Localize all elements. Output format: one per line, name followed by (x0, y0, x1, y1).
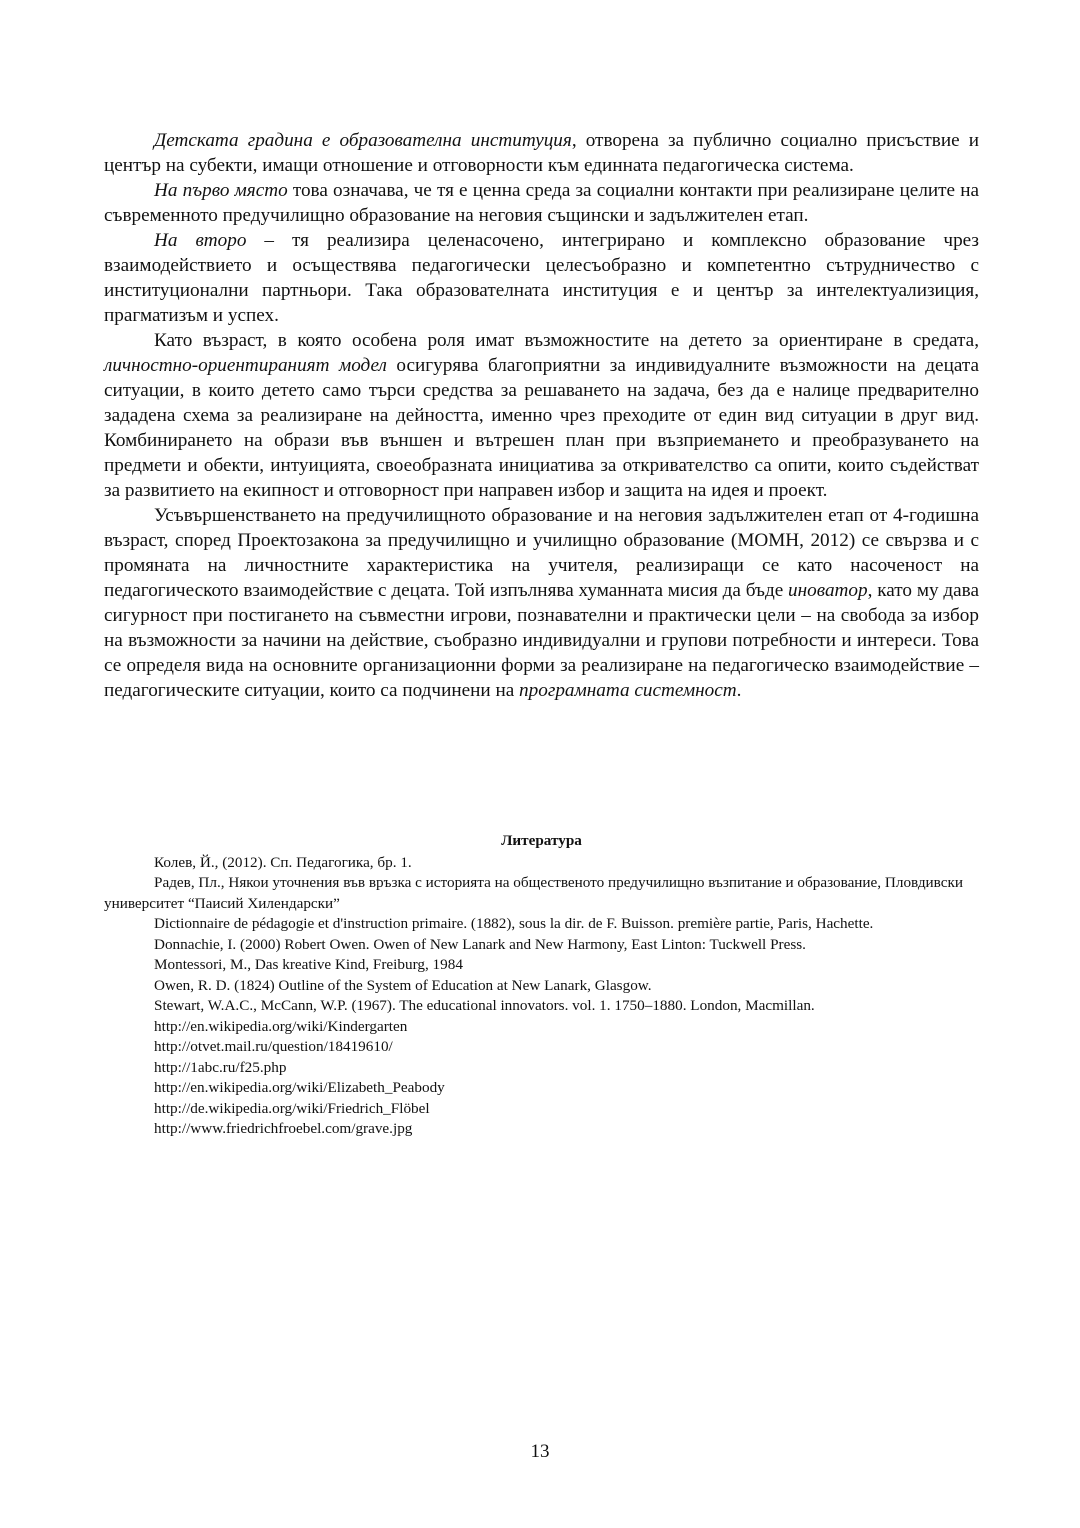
paragraph (104, 228, 979, 328)
reference-link: http://otvet.mail.ru/question/18419610/ (154, 1038, 393, 1055)
paragraph (104, 128, 979, 178)
paragraph-text: това означава, че тя е ценна среда за социални контакти при реализиране целите на съвременното предучилищно образование на неговия същински и задължителен етап. (104, 180, 979, 226)
reference-item: Колев, Й., (2012). Сп. Педагогика, бр. 1. (154, 853, 412, 871)
reference-link: http://1abc.ru/f25.php (154, 1058, 287, 1076)
italic-phrase: програмната системност (519, 680, 737, 701)
paragraph-text: осигурява благоприятни за индивидуалните възможности на децата ситуации, в които детето само търси средства за решаването на задача, без да е налице предварително зададена схема за реализиране на дейността, именно чрез преходите от един вид ситуации в друг вид. Комбинирането на образи във външен и вътрешен план при възприемането и преобразуването на предмети и обекти, интуицията, своеобразната инициатива за откривателство са опити, които съдействат за развитието на екипност и отговорност при направен избор и защита на идея и проект. (104, 355, 979, 501)
paragraph (104, 503, 979, 703)
reference-item: Donnachie, I. (2000) Robert Owen. Owen of New Lanark and New Harmony, East Linton: Tuckwell Press. (154, 935, 806, 953)
references-section (104, 831, 979, 1140)
references-list (104, 853, 979, 1140)
reference-item: Stewart, W.A.C., McCann, W.P. (1967). The educational innovators. vol. 1. 1750–1880. London, Macmillan. (154, 997, 815, 1014)
reference-item: Montessori, M., Das kreative Kind, Freiburg, 1984 (154, 956, 463, 973)
paragraph-text: , отворена за публично социално присъствие и център на субекти, имащи отношение и отговорности към единната педагогическа система. (104, 130, 979, 176)
reference-item: Dictionnaire de pédagogie et d'instruction primaire. (1882), sous la dir. de F. Buisson. première partie, Paris, Hachette. (154, 915, 874, 932)
reference-link: http://en.wikipedia.org/wiki/Elizabeth_Peabody (154, 1079, 445, 1096)
reference-link: http://de.wikipedia.org/wiki/Friedrich_Flöbel (154, 1099, 430, 1117)
reference-item: Owen, R. D. (1824) Outline of the System of Education at New Lanark, Glasgow. (154, 976, 652, 994)
paragraph (104, 328, 979, 503)
reference-link: http://www.friedrichfroebel.com/grave.jpg (154, 1120, 413, 1137)
reference-item: Радев, Пл., Някои уточнения във връзка с историята на общественото предучилищно възпитание и образование, Пловдивски университет “Паисий Хилендарски” (104, 874, 964, 912)
paragraph (104, 178, 979, 228)
page-number: 13 (530, 1441, 550, 1462)
paragraph-text: Усъвършенстването на предучилищното образование и на неговия задължителен етап от 4-годишна възраст, според Проектозакона за предучилищно и училищно образование (МОМН, 2012) се свързва и с промяната на личностните характеристика на учителя, реализиращи се като насоченост на педагогическото взаимодействие с децата. Той изпълнява хуманната мисия да бъде (104, 505, 979, 601)
italic-phrase: личностно-ориентираният модел (104, 355, 387, 376)
paragraph-text: . (736, 680, 742, 701)
reference-link: http://en.wikipedia.org/wiki/Kindergarten (154, 1017, 408, 1035)
italic-phrase: Детската градина е образователна институция (154, 130, 572, 151)
paragraph-text: , като му дава сигурност при постигането на съвместни игрови, познавателни и практически цели – на свобода за избор на възможности за начини на действие, съобразно индивидуални и групови потребности и интереси. Това се определя вида на основните организационни форми за реализиране на педагогическо взаимодействие – педагогическите ситуации, които са подчинени на (104, 580, 979, 701)
paragraph-text: – тя реализира целенасочено, интегрирано и комплексно образование чрез взаимодействието и осъществява педагогически целесъобразно и компетентно сътрудничество с институционални партньори. Така образователната институция е и център за интелектуализиция, прагматизъм и успех. (104, 230, 980, 326)
italic-phrase: На първо място (154, 180, 288, 201)
references-title: Литература (501, 832, 582, 849)
paragraph-text: Като възраст, в която особена роля имат възможностите на детето за ориентиране в средата, (154, 330, 979, 351)
italic-phrase: иноватор (788, 580, 868, 601)
body-text (104, 128, 979, 703)
italic-phrase: На второ (154, 230, 247, 251)
